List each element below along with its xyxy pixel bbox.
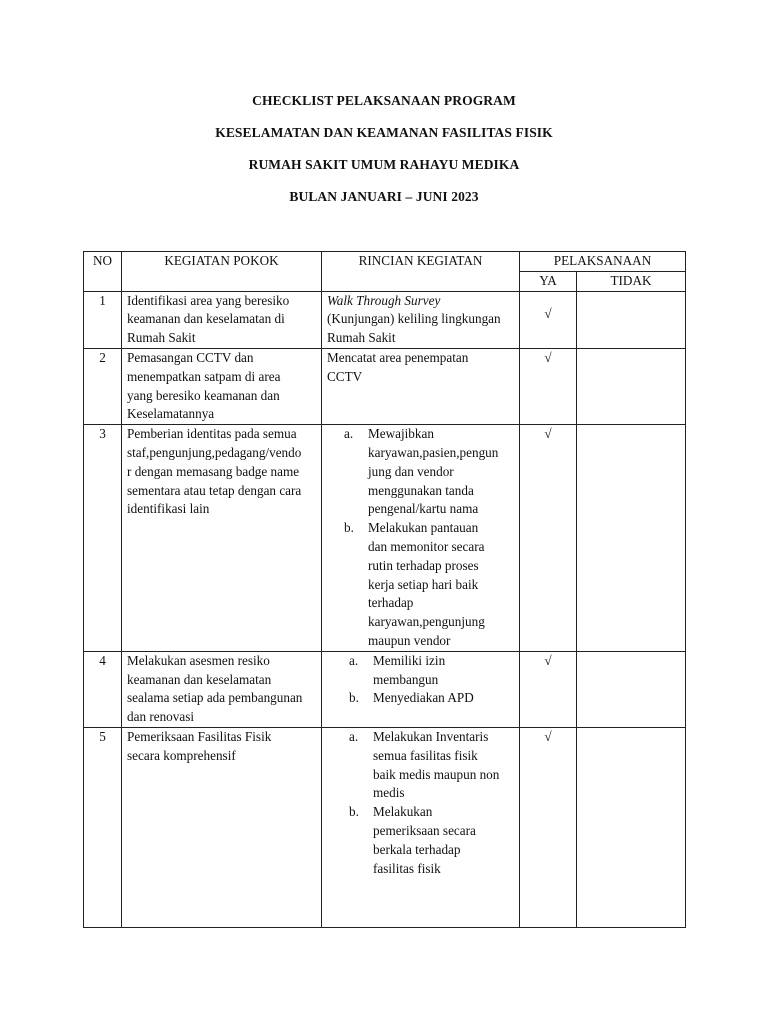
row-number: 5 bbox=[84, 727, 122, 927]
kegiatan-pokok-text bbox=[122, 728, 321, 766]
header-no: NO bbox=[84, 252, 122, 292]
table-row bbox=[84, 348, 686, 424]
kegiatan-pokok-cell bbox=[122, 425, 322, 652]
rincian-list-item bbox=[349, 652, 519, 690]
row-number: 1 bbox=[84, 291, 122, 348]
kegiatan-line: staf,pengunjung,pedagang/vendo bbox=[127, 444, 302, 460]
rincian-kegiatan-cell bbox=[322, 291, 520, 348]
rincian-item-line: karyawan,pengunjung bbox=[368, 614, 485, 630]
kegiatan-line: identifikasi lain bbox=[127, 501, 210, 517]
rincian-list-item bbox=[344, 425, 519, 519]
list-marker: a. bbox=[349, 652, 359, 668]
rincian-kegiatan-cell bbox=[322, 348, 520, 424]
ya-check-cell bbox=[520, 651, 577, 727]
kegiatan-line: sementara atau tetap dengan cara bbox=[127, 482, 302, 498]
ya-check-cell bbox=[520, 425, 577, 652]
tidak-cell bbox=[577, 651, 686, 727]
kegiatan-line: sealama setiap ada pembangunan bbox=[127, 690, 303, 706]
kegiatan-line: secara komprehensif bbox=[127, 747, 236, 763]
rincian-list-item bbox=[349, 689, 519, 708]
row-number: 4 bbox=[84, 651, 122, 727]
kegiatan-pokok-text bbox=[122, 652, 321, 727]
check-mark-icon: √ bbox=[544, 305, 552, 321]
rincian-item-line: dan memonitor secara bbox=[368, 538, 485, 554]
title-line-1: CHECKLIST PELAKSANAAN PROGRAM bbox=[252, 93, 516, 108]
title-line-3: RUMAH SAKIT UMUM RAHAYU MEDIKA bbox=[248, 157, 520, 172]
kegiatan-pokok-cell bbox=[122, 651, 322, 727]
rincian-kegiatan-cell bbox=[322, 425, 520, 652]
header-pelaksanaan: PELAKSANAAN bbox=[520, 252, 686, 272]
rincian-line: (Kunjungan) keliling lingkungan bbox=[327, 311, 501, 327]
list-marker: b. bbox=[349, 690, 359, 706]
rincian-item-line: medis bbox=[373, 785, 405, 801]
rincian-list-item bbox=[349, 728, 519, 803]
rincian-item-line: fasilitas fisik bbox=[373, 860, 441, 876]
list-marker: b. bbox=[344, 520, 354, 536]
list-marker: a. bbox=[349, 728, 359, 744]
rincian-list bbox=[322, 425, 519, 651]
table-body bbox=[84, 291, 686, 927]
list-item-text bbox=[373, 689, 519, 708]
kegiatan-pokok-cell bbox=[122, 348, 322, 424]
rincian-line: Rumah Sakit bbox=[327, 330, 396, 346]
list-item-text bbox=[368, 519, 519, 651]
kegiatan-line: yang beresiko keamanan dan bbox=[127, 387, 280, 403]
rincian-item-line: Memiliki izin bbox=[373, 652, 446, 668]
table-row bbox=[84, 291, 686, 348]
tidak-cell bbox=[577, 291, 686, 348]
tidak-cell bbox=[577, 348, 686, 424]
check-mark-icon: √ bbox=[544, 349, 552, 365]
list-item-text bbox=[373, 728, 519, 803]
rincian-item-line: rutin terhadap proses bbox=[368, 557, 479, 573]
rincian-item-line: pengenal/kartu nama bbox=[368, 501, 479, 517]
rincian-text bbox=[322, 349, 519, 387]
header-rincian-kegiatan: RINCIAN KEGIATAN bbox=[322, 252, 520, 292]
kegiatan-pokok-cell bbox=[122, 291, 322, 348]
kegiatan-line: Pemberian identitas pada semua bbox=[127, 426, 297, 442]
rincian-item-line: Mewajibkan bbox=[368, 426, 434, 442]
rincian-item-line: terhadap bbox=[368, 595, 414, 611]
row-number: 2 bbox=[84, 348, 122, 424]
rincian-item-line: jung dan vendor bbox=[368, 463, 454, 479]
rincian-list bbox=[322, 728, 519, 878]
header-kegiatan-pokok: KEGIATAN POKOK bbox=[122, 252, 322, 292]
title-line-4: BULAN JANUARI – JUNI 2023 bbox=[289, 189, 479, 204]
list-item-text bbox=[368, 425, 519, 519]
kegiatan-pokok-text bbox=[122, 349, 321, 424]
ya-check-cell bbox=[520, 727, 577, 927]
kegiatan-line: Identifikasi area yang beresiko bbox=[127, 292, 290, 308]
rincian-item-line: berkala terhadap bbox=[373, 841, 461, 857]
kegiatan-line: Keselamatannya bbox=[127, 406, 215, 422]
rincian-item-line: kerja setiap hari baik bbox=[368, 576, 479, 592]
header-tidak: TIDAK bbox=[577, 271, 686, 291]
row-number: 3 bbox=[84, 425, 122, 652]
check-mark-icon: √ bbox=[544, 728, 552, 744]
list-marker: b. bbox=[349, 804, 359, 820]
rincian-kegiatan-cell bbox=[322, 727, 520, 927]
rincian-item-line: pemeriksaan secara bbox=[373, 822, 476, 838]
rincian-item-line: Melakukan bbox=[373, 804, 433, 820]
rincian-item-line: Melakukan Inventaris bbox=[373, 728, 489, 744]
ya-check-cell bbox=[520, 291, 577, 348]
rincian-list-item bbox=[349, 803, 519, 878]
tidak-cell bbox=[577, 425, 686, 652]
rincian-item-line: menggunakan tanda bbox=[368, 482, 474, 498]
title-line-2: KESELAMATAN DAN KEAMANAN FASILITAS FISIK bbox=[215, 125, 553, 140]
kegiatan-pokok-text bbox=[122, 425, 321, 519]
rincian-item-line: Menyediakan APD bbox=[373, 690, 474, 706]
kegiatan-line: Melakukan asesmen resiko bbox=[127, 652, 270, 668]
rincian-list-item bbox=[344, 519, 519, 651]
rincian-item-line: maupun vendor bbox=[368, 632, 451, 648]
kegiatan-line: keamanan dan keselamatan di bbox=[127, 311, 285, 327]
check-mark-icon: √ bbox=[544, 652, 552, 668]
check-mark-icon: √ bbox=[544, 426, 552, 442]
rincian-kegiatan-cell bbox=[322, 651, 520, 727]
rincian-italic-line: Walk Through Survey bbox=[327, 292, 441, 308]
tidak-cell bbox=[577, 727, 686, 927]
kegiatan-line: menempatkan satpam di area bbox=[127, 368, 281, 384]
list-marker: a. bbox=[344, 426, 354, 442]
rincian-item-line: Melakukan pantauan bbox=[368, 520, 479, 536]
list-item-text bbox=[373, 803, 519, 878]
table-row bbox=[84, 651, 686, 727]
kegiatan-pokok-text bbox=[122, 292, 321, 348]
kegiatan-line: r dengan memasang badge name bbox=[127, 463, 300, 479]
kegiatan-pokok-cell bbox=[122, 727, 322, 927]
checklist-table bbox=[83, 251, 686, 928]
header-ya: YA bbox=[520, 271, 577, 291]
rincian-line: Mencatat area penempatan bbox=[327, 349, 469, 365]
kegiatan-line: Rumah Sakit bbox=[127, 330, 196, 346]
rincian-text bbox=[322, 292, 519, 348]
rincian-list bbox=[322, 652, 519, 708]
table-row bbox=[84, 425, 686, 652]
rincian-item-line: baik medis maupun non bbox=[373, 766, 500, 782]
kegiatan-line: keamanan dan keselamatan bbox=[127, 671, 272, 687]
rincian-item-line: karyawan,pasien,pengun bbox=[368, 444, 499, 460]
rincian-item-line: membangun bbox=[373, 671, 439, 687]
rincian-line: CCTV bbox=[327, 368, 363, 384]
list-item-text bbox=[373, 652, 519, 690]
kegiatan-line: Pemeriksaan Fasilitas Fisik bbox=[127, 728, 272, 744]
kegiatan-line: dan renovasi bbox=[127, 709, 195, 725]
ya-check-cell bbox=[520, 348, 577, 424]
kegiatan-line: Pemasangan CCTV dan bbox=[127, 349, 254, 365]
table-row bbox=[84, 727, 686, 927]
rincian-item-line: semua fasilitas fisik bbox=[373, 747, 478, 763]
